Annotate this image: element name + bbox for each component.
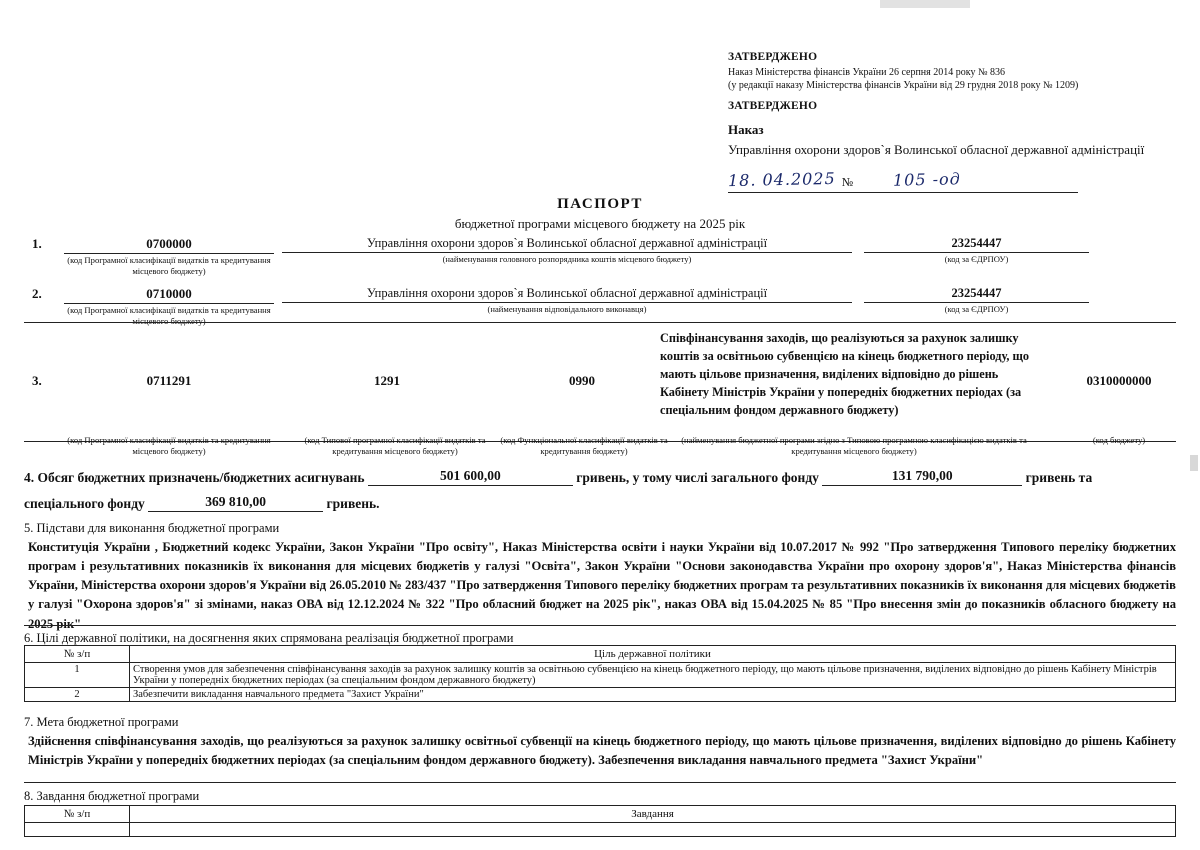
tasks-header-no: № з/п [25, 806, 130, 823]
program-row [24, 322, 1176, 457]
task-text [130, 823, 1176, 837]
row-name-value: Управління охорони здоров`я Волинської обласної державної адміністрації [282, 286, 852, 303]
approval-organization: Управління охорони здоров`я Волинської обласної державної адміністрації [728, 141, 1145, 157]
approval-block [728, 50, 1148, 193]
special-fund-amount: 369 810,00 [148, 494, 323, 512]
approval-line4: ЗАТВЕРДЖЕНО [728, 99, 818, 112]
row-edrpou-cell [864, 286, 1089, 315]
goals-header-goal: Ціль державної політики [130, 646, 1176, 663]
program-kpkvk: 0711291 [146, 373, 192, 388]
approval-line1: ЗАТВЕРДЖЕНО [728, 51, 818, 63]
row-code-value: 0700000 [64, 236, 274, 254]
tasks-table [24, 805, 1176, 837]
scan-artifact-edge [1190, 455, 1198, 471]
row-code-value: 0710000 [64, 286, 274, 304]
table-row [25, 823, 1176, 837]
section-7-heading: 7. Мета бюджетної програми [24, 715, 179, 729]
row-code-cell [64, 236, 274, 277]
divider [24, 782, 1176, 783]
goal-no: 2 [25, 688, 130, 702]
table-row [25, 663, 1176, 688]
row-code-caption: (код Програмної класифікації видатків та кредитування місцевого бюджету) [67, 255, 271, 277]
row-code-caption: (код Програмної класифікації видатків та кредитування місцевого бюджету) [67, 305, 271, 327]
goal-no: 1 [25, 663, 130, 688]
row-name-value: Управління охорони здоров`я Волинської обласної державної адміністрації [282, 236, 852, 253]
divider [24, 625, 1176, 626]
general-fund-amount: 131 790,00 [822, 468, 1022, 486]
handwritten-order-number: 105 -од [892, 169, 962, 190]
row-number: 1. [32, 236, 42, 251]
row-edrpou-caption: (код за ЄДРПОУ) [944, 304, 1009, 314]
program-cap-kpkvk: (код Програмної класифікації видатків та кредитування місцевого бюджету) [67, 435, 271, 457]
approval-order-label: Наказ [728, 121, 764, 137]
program-captions [24, 435, 1176, 469]
section-4-tail-text: гривень та [1025, 470, 1093, 485]
program-budget-code: 0310000000 [1086, 373, 1152, 388]
table-row [25, 688, 1176, 702]
program-cap-budget-code: (код бюджету) [1092, 435, 1146, 445]
goal-text: Створення умов для забезпечення співфінансування заходів за рахунок залишку коштів за освітньою субвенцією на кінець бюджетного періоду, що мають цільове призначення, виділених відповідно до рішень Кабінету Міністрів України у попередніх бюджетних періодах (за спеціальним фондом державного бюджету) [130, 663, 1176, 688]
section-4-label: 4. Обсяг бюджетних призначень/бюджетних асигнувань [24, 470, 365, 485]
special-fund-label: спеціального фонду [24, 496, 145, 511]
task-no [25, 823, 130, 837]
section-4-line1 [24, 468, 1176, 486]
table-header-row [25, 806, 1176, 823]
goals-header-no: № з/п [25, 646, 130, 663]
section-7-body: Здійснення співфінансування заходів, що реалізуються за рахунок залишку освітньої субвенції на кінець бюджетного періоду, що мають цільове призначення, виділених відповідно до рішень Кабінету Міністрів України у попередніх бюджетних періодах (за спеціальним фондом державного бюджету). Забезпечення викладання навчального предмета "Захист України" [28, 734, 1176, 767]
section-8-heading: 8. Завдання бюджетної програми [24, 789, 200, 803]
section-5-body: Конституція України , Бюджетний кодекс України, Закон України "Про освіту", Наказ Міністерства освіти і науки України від 10.07.2017 № 992 "Про затвердження Типового переліку бюджетних програм і результативних показників їх виконання для місцевих бюджетів у галузі "Освіта", Закон України "Основи законодавства України про охорону здоров'я", Наказ Міністерства фінансів України, Міністерства охорони здоров'я України від 26.05.2010 № 283/437 "Про затвердження Типового переліку бюджетних програм та результативних показників їх виконання для місцевих бюджетів у галузі "Охорона здоров'я" зі змінами, наказ ОВА від 12.12.2024 № 322 "Про обласний бюджет на 2025 рік", наказ ОВА від 15.04.2025 № 85 "Про внесення змін до показників обласного бюджету на 2025 рік" [28, 540, 1176, 631]
row-name-cell [282, 236, 852, 265]
section-5-heading: 5. Підстави для виконання бюджетної програми [24, 521, 280, 535]
signature-row [728, 169, 1078, 193]
row-edrpou-cell [864, 236, 1089, 265]
row-edrpou-value: 23254447 [864, 236, 1089, 253]
row-edrpou-value: 23254447 [864, 286, 1089, 303]
scan-artifact [880, 0, 970, 8]
program-cap-kfk: (код Функціональної класифікації видатків та кредитування бюджету) [500, 435, 668, 457]
page-title: ПАСПОРТ [557, 196, 643, 212]
table-header-row [25, 646, 1176, 663]
approval-line3: (у редакції наказу Міністерства фінансів України від 29 грудня 2018 року № 1209) [728, 80, 1079, 92]
section-4-tail2: гривень. [326, 496, 380, 511]
row-number: 2. [32, 286, 42, 301]
program-name: Співфінансування заходів, що реалізуються за рахунок залишку коштів за освітньою субвенцією на кінець бюджетного періоду, що мають цільове призначення, виділених відповідно до рішень Кабінету Міністрів України у попередніх бюджетних періодах (за спеціальним фондом державного бюджету) [660, 331, 1030, 418]
program-tpkvk: 1291 [374, 373, 400, 388]
handwritten-date: 18. 04.2025 [727, 168, 836, 190]
goals-table [24, 645, 1176, 702]
approval-line2: Наказ Міністерства фінансів України 26 серпня 2014 року № 836 [728, 66, 1006, 78]
row-name-caption: (найменування відповідального виконавця) [487, 304, 647, 314]
order-number-label: № [841, 175, 854, 190]
section-4-line2 [24, 494, 1176, 512]
row-name-caption: (найменування головного розпорядника коштів місцевого бюджету) [442, 254, 692, 264]
goal-text: Забезпечити викладання навчального предмета "Захист України" [130, 688, 1176, 702]
program-kfk: 0990 [569, 373, 595, 388]
program-cap-name: (найменування бюджетної програми згідно з Типовою програмною класифікацією видатків та кредитування місцевого бюджету) [681, 435, 1027, 457]
program-row-number: 3. [32, 373, 42, 388]
tasks-header-task: Завдання [130, 806, 1176, 823]
row-name-cell [282, 286, 852, 315]
row-edrpou-caption: (код за ЄДРПОУ) [944, 254, 1009, 264]
page-subtitle: бюджетної програми місцевого бюджету на 2025 рік [454, 216, 746, 231]
section-4-mid-text: гривень, у тому числі загального фонду [576, 470, 819, 485]
total-amount: 501 600,00 [368, 468, 573, 486]
program-cap-tpkvk: (код Типової програмної класифікації видатків та кредитування місцевого бюджету) [304, 435, 486, 457]
section-6-heading: 6. Цілі державної політики, на досягнення яких спрямована реалізація бюджетної програми [24, 631, 514, 645]
